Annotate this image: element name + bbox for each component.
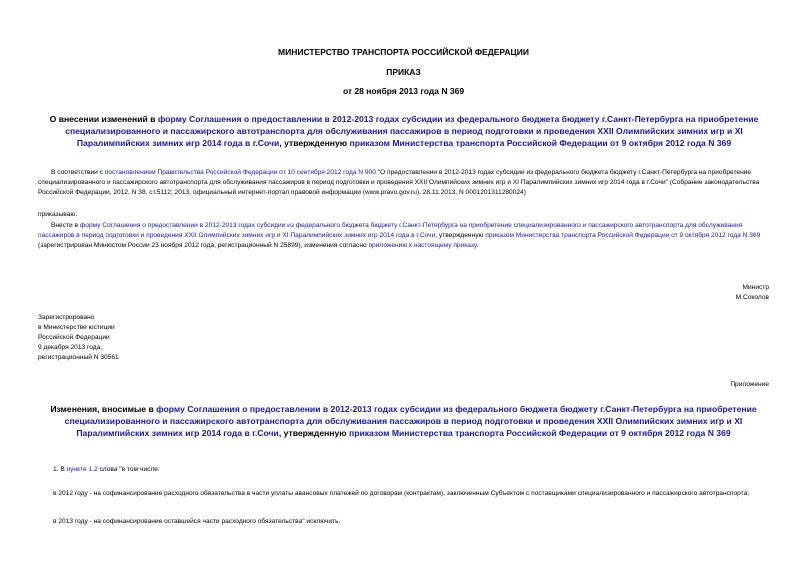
ministry-order-link[interactable]: приказом Министерства транспорта Российской Федерации от 9 октября 2012 года N 369: [349, 428, 731, 438]
preamble-paragraph: [38, 168, 773, 198]
registration-line: Российской Федерации: [38, 334, 110, 341]
ministry-heading: МИНИСТЕРСТВО ТРАНСПОРТА РОССИЙСКОЙ ФЕДЕРАЦИИ: [278, 47, 529, 57]
agreement-form-link[interactable]: форму Соглашения о предоставлении в 2012-2013 годах субсидии из федерального бюджета бюджету г.Санкт-Петербурга на приобретение специализированного и пассажирского автотранспорта для обслуживания пассажиров в период подготовки и проведения XXII Олимпийских зимних игр и XI Паралимпийских зимних игр 2014 года в г.Сочи: [65, 114, 759, 148]
registration-line: 9 декабря 2013 года,: [38, 344, 103, 351]
registration-line: Зарегистрировано: [38, 314, 95, 321]
appendix-label: Приложение: [730, 381, 769, 388]
signature-name: М.Соколов: [735, 294, 769, 301]
registration-line: регистрационный N 30561: [38, 354, 119, 361]
item-2013: в 2013 году - на софинансирование оставшейся части расходного обязательства" исключить.: [53, 518, 341, 525]
ministry-order-link[interactable]: приказом Министерства транспорта Российской Федерации от 9 октября 2012 года N 369: [349, 138, 732, 148]
order-text: , утвержденную: [435, 232, 486, 239]
preamble-text: В соответствии с: [51, 169, 105, 176]
item-text: 1. В: [53, 466, 67, 473]
appendix-title-text: , утвержденную: [278, 428, 349, 438]
government-resolution-link[interactable]: постановлением Правительства Российской Федерации от 10 сентября 2012 года N 900: [104, 169, 376, 176]
item-2012: в 2012 году - на софинансирование расходного обязательства в части уплаты авансовых платежей по договорам (контрактам), заключенным Субъектом с поставщиками специализированного и пассажирского автотранспорта;: [53, 490, 750, 497]
appendix-link[interactable]: приложению к настоящему приказу: [368, 242, 477, 249]
order-paragraph: [38, 221, 773, 251]
order-text: (зарегистрирован Минюстом России 23 ноября 2012 года, регистрационный N 25899), изменения согласно: [38, 242, 369, 249]
order-title-text: , утвержденную: [279, 138, 350, 148]
order-text: Внести в: [51, 222, 80, 229]
order-word: приказываю:: [38, 211, 78, 218]
ministry-order-link[interactable]: приказом Министерства транспорта Российской Федерации от 9 октября 2012 года N 369: [485, 232, 761, 239]
appendix-title-text: Изменения, вносимые в: [50, 404, 157, 414]
appendix-title: [30, 403, 777, 439]
agreement-form-link[interactable]: форму Соглашения о предоставлении в 2012-2013 годах субсидии из федерального бюджета бюджету г.Санкт-Петербурга на приобретение специализированного и пассажирского автотранспорта для обслуживания пассажиров в период подготовки и проведения XXII Олимпийских зимних игр и XI Паралимпийских зимних игр 2014 года в г.Сочи: [38, 222, 743, 239]
doc-type-heading: ПРИКАЗ: [386, 67, 421, 77]
item-text: слова "в том числе:: [97, 466, 160, 473]
order-title-text: О внесении изменений в: [49, 114, 158, 124]
date-number-heading: от 28 ноября 2013 года N 369: [342, 86, 465, 96]
order-text: .: [476, 242, 479, 249]
clause-1-2-link[interactable]: пункте 1.2: [66, 466, 98, 473]
agreement-form-link[interactable]: форму Соглашения о предоставлении в 2012-2013 годах субсидии из федерального бюджета бюджету г.Санкт-Петербурга на приобретение специализированного и пассажирского автотранспорта для обслуживания пассажиров в период подготовки и проведения XXII Олимпийских зимних игр и XI Паралимпийских зимних игр 2014 года в г.Сочи: [64, 404, 757, 438]
order-title: [28, 113, 780, 149]
registration-block: [38, 313, 119, 363]
signature-position: Министр: [742, 284, 769, 291]
signature-block: [736, 283, 769, 303]
preamble-text: "О предоставлении в 2012-2013 годах субсидии из федерального бюджета бюджету г.Санкт-Петербурга на приобретение специализированного и пассажирского автотранспорта для обслуживания пассажиров в период подготовки и проведения XXII Олимпийских зимних игр и XI Паралимпийских зимних игр 2014 года в г.Сочи" (Собрание законодательства Российской Федерации, 2012, N 38, ст.5112; 2013, официальный интернет-портал правовой информации (www.pravo.gov.ru), 28.11.2013, N 0001201311280024): [38, 169, 760, 196]
registration-line: в Министерстве юстиции: [38, 324, 115, 331]
item-1: [53, 465, 160, 475]
